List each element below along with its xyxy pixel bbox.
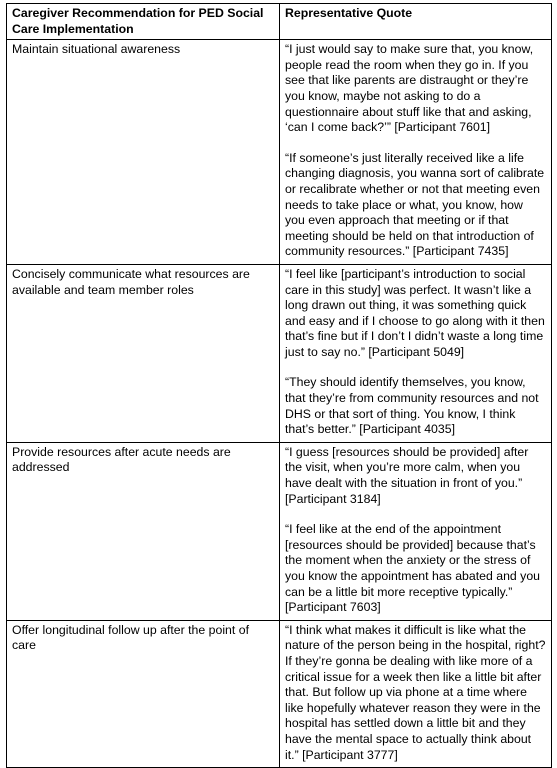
table-row bbox=[7, 264, 552, 442]
recommendation-cell: Maintain situational awareness bbox=[7, 40, 280, 265]
quote-cell bbox=[280, 40, 552, 265]
table-row bbox=[7, 442, 552, 620]
recommendation-cell: Concisely communicate what resources are available and team member roles bbox=[7, 264, 280, 442]
quote-text: “They should identify themselves, you know, that they’re from community resources and not DHS or that sort of thing. You know, I think that’s better.” [Participant 4035] bbox=[285, 375, 539, 437]
quote-text: “If someone’s just literally received like a life changing diagnosis, you wanna sort of calibrate or recalibrate whether or not that meeting even needs to take place or what, you know, how you even approach that meeting or if that meeting should be held on that introduction of community resources.” [Participant 7435] bbox=[285, 150, 545, 259]
recommendation-cell: Offer longitudinal follow up after the point of care bbox=[7, 620, 280, 767]
recommendations-table bbox=[6, 3, 552, 768]
recommendation-cell: Provide resources after acute needs are addressed bbox=[7, 442, 280, 620]
quote-text: “I just would say to make sure that, you know, people read the room when they go in. If you see that like parents are distraught or they’re you know, maybe not asking to do a questionnaire about stuff like that and asking, ‘can I come back?’” [Participant 7601] bbox=[285, 42, 534, 135]
quote-text: “I think what makes it difficult is like what the nature of the person being in the hospital, right? If they’re gonna be dealing with like more of a critical issue for a week then like a little bit after that. But follow up via phone at a time where like hopefully whatever reason they were in the hospital has settled down a little bit and they have the mental space to actually think about it.” [Participant 3777] bbox=[285, 622, 546, 762]
table-row bbox=[7, 40, 552, 265]
quote-text: “I guess [resources should be provided] after the visit, when you’re more calm, when you have dealt with the situation in front of you.” [Participant 3184] bbox=[285, 444, 529, 506]
quote-text: “I feel like at the end of the appointment [resources should be provided] because that’s the moment when the anxiety or the stress of you know the appointment has abated and you can be a little bit more receptive typically.” [Participant 7603] bbox=[285, 522, 541, 615]
quote-cell bbox=[280, 264, 552, 442]
table-header-row bbox=[7, 4, 552, 40]
quote-cell bbox=[280, 442, 552, 620]
header-quote: Representative Quote bbox=[280, 4, 552, 40]
header-recommendation: Caregiver Recommendation for PED Social Care Implementation bbox=[7, 4, 280, 40]
table-row bbox=[7, 620, 552, 767]
quote-text: “I feel like [participant’s introduction to social care in this study] was perfect. It wasn’t like a long drawn out thing, it was something quick and easy and if I choose to go along with it then that’s fine but if I don’t I didn’t waste a long time just to say no.” [Participant 5049] bbox=[285, 266, 545, 359]
quote-cell bbox=[280, 620, 552, 767]
